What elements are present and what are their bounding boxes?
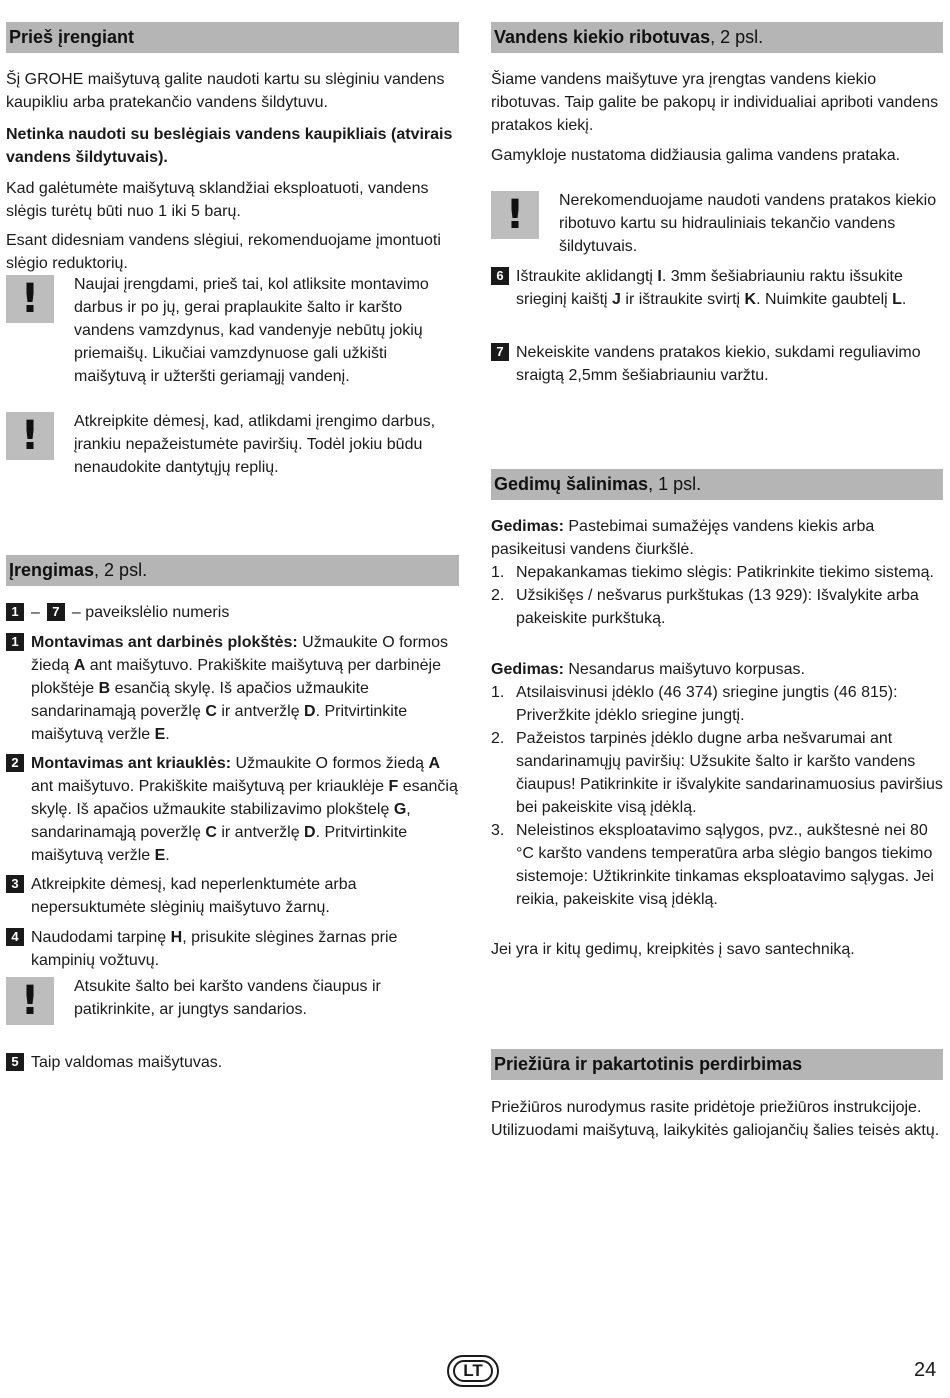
list-item-number: 2. [491, 587, 505, 604]
warning-text: Atsukite šalto bei karšto vandens čiaupus ir patikrinkite, ar jungtys sandarios. [74, 978, 381, 1018]
step-text: Nekeiskite vandens pratakos kiekio, sukdami reguliavimo sraigtą 2,5mm šešiabriauniu varžtu. [516, 344, 921, 384]
list-item-number: 1. [491, 684, 505, 701]
warning-block-1 [6, 273, 459, 388]
fault-2-list [491, 681, 943, 911]
list-item-number: 3. [491, 822, 505, 839]
step-number: 7 [47, 603, 65, 621]
warning-text: Atkreipkite dėmesį, kad, atlikdami įrengimo darbus, įrankiu nepažeistumėte paviršių. Todėl jokiu būdu nenaudokite dantytųjų replių. [74, 413, 436, 476]
list-item [491, 681, 943, 727]
list-item [491, 727, 943, 819]
fault-1: Gedimas: Pastebimai sumažėjęs vandens kiekis arba pasikeitusi vandens čiurkšlė. 1. Nepakankamas tiekimo slėgis: Patikrinkite tiekimo sistemą. 2. Užsikišęs / nešvarus purkštukas (13 929): Išvalykite arba pakeiskite purkštuką. [491, 515, 943, 630]
step-text: Montavimas ant kriauklės: Užmaukite O formos žiedą A ant maišytuvo. Prakiškite maišytuvą per kriauklėje F esančią skylę. Iš apačios užmaukite stabilizavimo plokštelę G, sandarinamąją poveržlę C ir antveržlę D. Pritvirtinkite maišytuvą veržle E. [31, 755, 458, 864]
figure-range [6, 601, 459, 624]
step-5 [6, 1051, 459, 1074]
section-prieziura [491, 1049, 943, 1080]
language-badge [447, 1355, 499, 1387]
step-number: 1 [6, 603, 24, 621]
section-header: Vandens kiekio ribotuvas, 2 psl. [491, 22, 943, 53]
section-pries-irengiant [6, 22, 459, 53]
step-number: 4 [6, 928, 24, 946]
list-item-text: Pažeistos tarpinės įdėklo dugne arba nešvarumai ant sandarinamųjų paviršių: Užsukite šalto ir karšto vandens čiaupus! Patikrinkite ir išvalykite sandarinamuosius paviršius bei pakeiskite visą įdėklą. [516, 730, 943, 816]
language-label: LT [453, 1360, 493, 1382]
step-6 [491, 265, 943, 311]
list-item-number: 2. [491, 730, 505, 747]
step-7 [491, 341, 943, 387]
fault-end-text: Jei yra ir kitų gedimų, kreipkitės į savo santechniką. [491, 941, 855, 958]
section-ribotuvas [491, 22, 943, 53]
fault-2: Gedimas: Nesandarus maišytuvo korpusas. 1. Atsilaisvinusi įdėklo (46 374) sriegine jungtis (46 815): Priveržkite įdėklo sriegine jungtį. 2. Pažeistos tarpinės įdėklo dugne arba nešvarumai ant sandarinamųjų paviršių: Užsukite šalto ir karšto vandens čiaupus! Patikrinkite ir išvalykite sandarinamuosius paviršius bei pakeiskite visą įdėklą. 3. Neleistinos eksploatavimo sąlygos, pvz., aukštesnė nei 80 °C karšto vandens temperatūra arba slėgio bangos tiekimo sistemoje: Užtikrinkite tinkamas eksploatavimo sąlygas. Jei reikia, pakeiskite visą įdėklą. [491, 658, 943, 911]
warning-text: Naujai įrengdami, prieš tai, kol atliksite montavimo darbus ir po jų, gerai praplaukite šalto ir karšto vandens vamzdynus, kad vandenyje nebūtų jokių priemaišų. Likučiai vamzdynuose gali užkišti maišytuvą ir užteršti geriamąjį vandenį. [74, 276, 429, 385]
pries-p1: Šį GROHE maišytuvą galite naudoti kartu su slėginiu vandens kaupikliu arba pratekančio vandens šildytuvu. [6, 71, 445, 111]
step-number: 1 [6, 633, 24, 651]
step-text: Ištraukite aklidangtį I. 3mm šešiabriauniu raktu išsukite srieginį kaištį J ir ištraukite svirtį K. Nuimkite gaubtelį L. [516, 268, 907, 308]
page-number: 24 [914, 1359, 937, 1381]
step-number: 6 [491, 267, 509, 285]
pries-p3: Kad galėtumėte maišytuvą sklandžiai eksploatuoti, vandens slėgis turėtų būti nuo 1 iki 5 barų. [6, 180, 429, 220]
warning-icon: ! [491, 191, 539, 239]
warning-block-4 [491, 189, 943, 258]
list-item-text: Atsilaisvinusi įdėklo (46 374) sriegine jungtis (46 815): Priveržkite įdėklo sriegine jungtį. [516, 684, 898, 724]
prieziura-p1: Priežiūros nurodymus rasite pridėtoje priežiūros instrukcijoje. Utilizuodami maišytuvą, laikykitės galiojančių šalies teisės aktų. [491, 1099, 940, 1139]
section-header: Priežiūra ir pakartotinis perdirbimas [491, 1049, 943, 1080]
range-dash: – [31, 604, 40, 621]
list-item [491, 584, 943, 630]
step-4 [6, 926, 459, 972]
list-item-text: Nepakankamas tiekimo slėgis: Patikrinkite tiekimo sistemą. [516, 564, 934, 581]
list-item-text: Neleistinos eksploatavimo sąlygos, pvz., aukštesnė nei 80 °C karšto vandens temperatūra arba slėgio bangos tiekimo sistemoje: Užtikrinkite tinkamas eksploatavimo sąlygas. Jei reikia, pakeiskite visą įdėklą. [516, 822, 934, 908]
section-gedimu-salinimas [491, 469, 943, 500]
step-number: 5 [6, 1053, 24, 1071]
pries-p4: Esant didesniam vandens slėgiui, rekomenduojame įmontuoti slėgio reduktorių. [6, 232, 441, 272]
warning-block-3 [6, 975, 459, 1025]
section-irengimas [6, 555, 459, 586]
step-2 [6, 752, 459, 867]
warning-text: Nerekomenduojame naudoti vandens pratakos kiekio ribotuvo kartu su hidrauliniais tekančio vandens šildytuvais. [559, 192, 937, 255]
warning-icon: ! [6, 977, 54, 1025]
ribotuvas-p2: Gamykloje nustatoma didžiausia galima vandens prataka. [491, 147, 901, 164]
fault-1-list [491, 561, 943, 630]
warning-icon: ! [6, 275, 54, 323]
list-item-number: 1. [491, 564, 505, 581]
warning-block-2 [6, 410, 459, 479]
step-3 [6, 873, 459, 919]
step-number: 3 [6, 875, 24, 893]
step-number: 7 [491, 343, 509, 361]
section-header: Prieš įrengiant [6, 22, 459, 53]
section-header: Įrengimas, 2 psl. [6, 555, 459, 586]
step-text: Montavimas ant darbinės plokštės: Užmaukite O formos žiedą A ant maišytuvo. Prakiškite maišytuvą per darbinėje plokštėje B esančią skylę. Iš apačios užmaukite sandarinamąją poveržlę C ir antveržlę D. Pritvirtinkite maišytuvą veržle E. [31, 634, 448, 743]
list-item [491, 819, 943, 911]
step-text: Naudodami tarpinę H, prisukite slėgines žarnas prie kampinių vožtuvų. [31, 929, 398, 969]
step-1 [6, 631, 459, 746]
range-text: – paveikslėlio numeris [71, 604, 230, 621]
step-number: 2 [6, 754, 24, 772]
step-text: Atkreipkite dėmesį, kad neperlenktumėte arba nepersuktumėte slėginių maišytuvo žarnų. [31, 876, 357, 916]
ribotuvas-p1: Šiame vandens maišytuve yra įrengtas vandens kiekio ribotuvas. Taip galite be pakopų ir individualiai apriboti vandens pratakos kiekį. [491, 71, 939, 134]
section-header: Gedimų šalinimas, 1 psl. [491, 469, 943, 500]
list-item-text: Užsikišęs / nešvarus purkštukas (13 929): Išvalykite arba pakeiskite purkštuką. [516, 587, 919, 627]
step-text: Taip valdomas maišytuvas. [31, 1054, 223, 1071]
warning-icon: ! [6, 412, 54, 460]
pries-p2: Netinka naudoti su beslėgiais vandens kaupikliais (atvirais vandens šildytuvais). [6, 126, 453, 166]
list-item [491, 561, 943, 584]
